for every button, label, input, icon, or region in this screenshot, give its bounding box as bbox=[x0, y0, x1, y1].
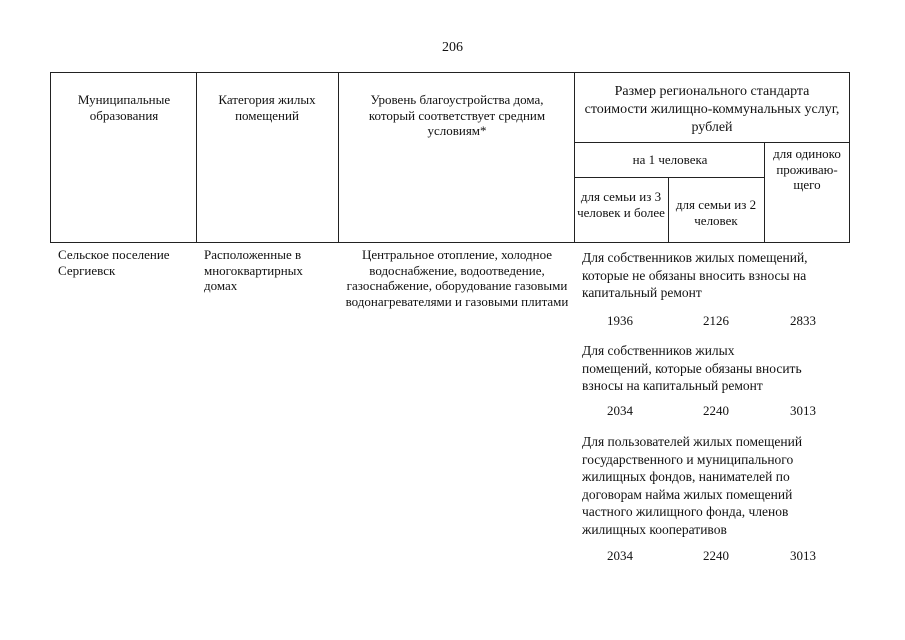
section-value-single: 2833 bbox=[790, 313, 816, 328]
header-family-3: для семьи из 3 человек и более bbox=[577, 189, 665, 220]
col2-divider bbox=[338, 72, 339, 243]
section-value-family2: 2126 bbox=[703, 313, 729, 328]
header-category: Категория жилых помещений bbox=[218, 92, 316, 123]
subgroup-top-border bbox=[574, 142, 850, 143]
row-level: Центральное отопление, холодное водоснабжение, водоотведение, газоснабжение, оборудование газовыми водонагревателями и газовыми плитами bbox=[345, 247, 569, 309]
row-category: Расположенные в многоквартирных домах bbox=[204, 247, 303, 293]
section-value-family3: 1936 bbox=[607, 313, 633, 328]
header-municipality: Муниципальные образования bbox=[77, 92, 171, 123]
section-label: Для пользователей жилых помещений государственного и муниципального жилищных фондов, нанимателей по договорам найма жилых помещений частного жилищного фонда, членов жилищных кооперативов bbox=[582, 434, 803, 537]
page-number: 206 bbox=[442, 40, 463, 55]
header-family-2: для семьи из 2 человек bbox=[675, 197, 757, 228]
header-standard-size: Размер регионального стандарта стоимости жилищно-коммунальных услуг, рублей bbox=[584, 84, 840, 135]
row-municipality: Сельское поселение Сергиевск bbox=[58, 247, 170, 278]
header-single: для одиноко проживаю-щего bbox=[773, 146, 841, 192]
section-value-family3: 2034 bbox=[607, 403, 633, 418]
col1-divider bbox=[196, 72, 197, 243]
section-value-single: 3013 bbox=[790, 548, 816, 563]
header-right-border bbox=[849, 72, 850, 243]
family-divider bbox=[668, 177, 669, 243]
section-value-family2: 2240 bbox=[703, 403, 729, 418]
section-value-single: 3013 bbox=[790, 403, 816, 418]
col3-divider bbox=[574, 72, 575, 243]
section-value-family3: 2034 bbox=[607, 548, 633, 563]
section-label: Для собственников жилых помещений, которые обязаны вносить взносы на капитальный ремонт bbox=[582, 343, 802, 393]
header-bottom-border bbox=[50, 242, 850, 243]
section-value-family2: 2240 bbox=[703, 548, 729, 563]
section-label: Для собственников жилых помещений, которые не обязаны вносить взносы на капитальный ремонт bbox=[582, 250, 808, 300]
header-per-person: на 1 человека bbox=[632, 152, 708, 167]
single-divider bbox=[764, 142, 765, 243]
header-left-border bbox=[50, 72, 51, 243]
family-top-border bbox=[574, 177, 764, 178]
header-level: Уровень благоустройства дома, который соответствует средним условиям* bbox=[368, 92, 546, 138]
header-top-border bbox=[50, 72, 850, 73]
